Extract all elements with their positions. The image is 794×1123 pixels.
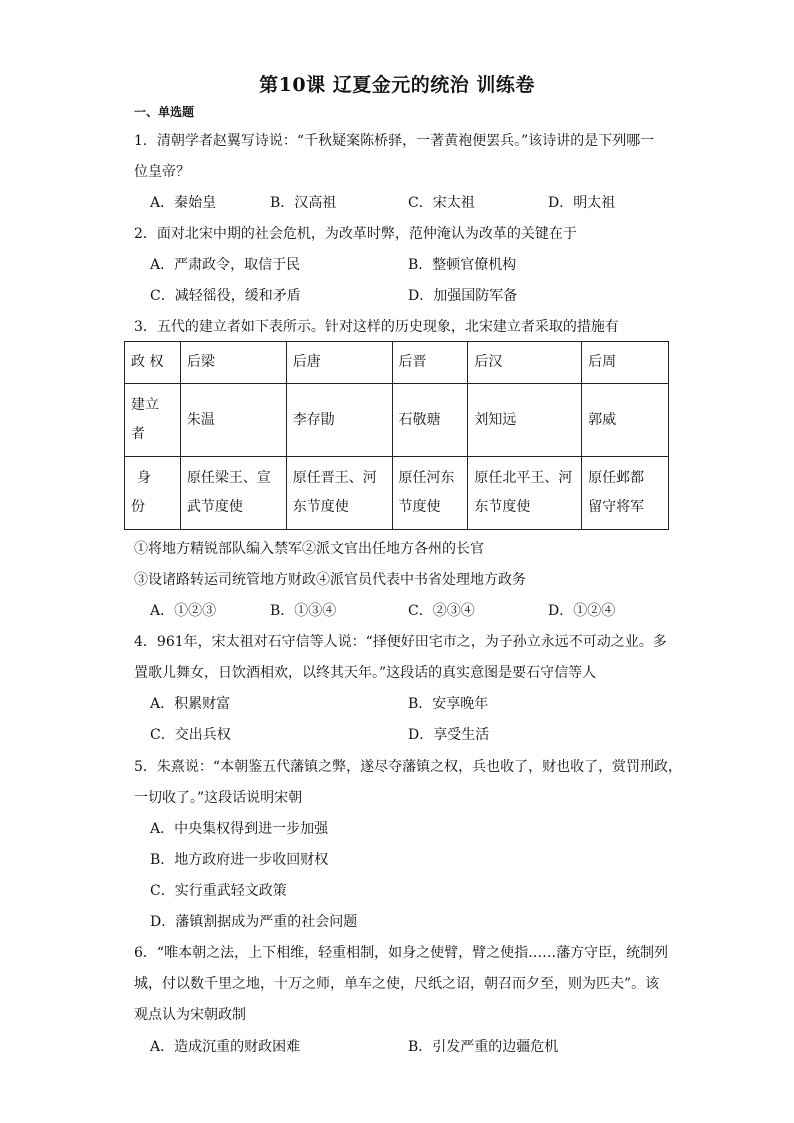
table-cell: [180, 457, 286, 530]
section-heading: 一、单选题: [134, 105, 195, 119]
cell-line: 东节度使: [292, 499, 349, 515]
cell-line: 原任北平王、河: [474, 470, 573, 486]
cell-line: 建立: [131, 397, 159, 413]
cell-line: 武节度使: [186, 499, 243, 515]
option-d: D．明太祖: [548, 195, 616, 211]
table-cell: [286, 457, 392, 530]
statement-3-4: ③设诸路转运司统管地方财政④派官员代表中书省处理地方政务: [134, 572, 526, 588]
question-1-text-cont: 位皇帝？: [134, 164, 190, 180]
option-d: D．享受生活: [408, 727, 490, 743]
option-a: A．秦始皇: [150, 195, 217, 211]
cell-line: 原任晋王、河: [292, 470, 377, 486]
table-row: [125, 342, 669, 384]
cell-line: 原任河东: [398, 470, 455, 486]
option-a: A．中央集权得到进一步加强: [150, 821, 329, 837]
option-d: D．藩镇割据成为严重的社会问题: [150, 914, 358, 930]
option-c: C．交出兵权: [150, 727, 231, 743]
option-d: D．①②④: [548, 603, 616, 619]
question-5-text: 5．朱熹说：“本朝鉴五代藩镇之弊，遂尽夺藩镇之权，兵也收了，财也收了，赏罚刑政，: [134, 759, 683, 775]
table-header-cell: [125, 384, 181, 457]
option-c: C．实行重武轻文政策: [150, 883, 287, 899]
table-row: [125, 457, 669, 530]
table-cell: 李存勖: [286, 384, 392, 457]
option-b: B．引发严重的边疆危机: [408, 1039, 559, 1055]
option-b: B．整顿官僚机构: [408, 257, 517, 273]
option-b: B．安享晚年: [408, 696, 489, 712]
table-cell: 后唐: [286, 342, 392, 384]
question-4-text: 4．961年，宋太祖对石守信等人说：“择便好田宅市之，为子孙立永远不可动之业。多: [134, 634, 667, 650]
table-row: [125, 384, 669, 457]
table-cell: [582, 457, 669, 530]
table-cell: 郭威: [582, 384, 669, 457]
question-6-text-cont: 城，付以数千里之地，十万之师，单车之使，尺纸之诏，朝召而夕至，则为匹夫”。该: [134, 976, 660, 992]
question-6-text-cont2: 观点认为宋朝政制: [134, 1007, 246, 1023]
question-6-text: 6．“唯本朝之法，上下相维，轻重相制，如身之使臂，臂之使指……藩方守臣，统制列: [134, 945, 669, 961]
option-b: B．地方政府进一步收回财权: [150, 852, 329, 868]
cell-line: 原任邺都: [588, 470, 645, 486]
cell-line: 节度使: [398, 499, 441, 515]
table-cell: [468, 457, 582, 530]
option-d: D．加强国防军备: [408, 288, 518, 304]
table-cell: 石敬瑭: [392, 384, 468, 457]
cell-line: 者: [131, 426, 145, 442]
question-2-text: 2．面对北宋中期的社会危机，为改革时弊，范仲淹认为改革的关键在于: [134, 226, 577, 242]
question-3-text: 3．五代的建立者如下表所示。针对这样的历史现象，北宋建立者采取的措施有: [134, 319, 619, 335]
table-header-cell: [125, 457, 181, 530]
question-1-text: 1．清朝学者赵翼写诗说：“千秋疑案陈桥驿，一著黄袍便罢兵。”该诗讲的是下列哪一: [134, 133, 655, 149]
cell-line: 份: [131, 499, 145, 515]
five-dynasties-table: [124, 341, 669, 530]
table-cell: [392, 457, 468, 530]
table-cell: 朱温: [180, 384, 286, 457]
option-a: A．①②③: [150, 603, 217, 619]
option-c: C．宋太祖: [408, 195, 475, 211]
table-cell: 后周: [582, 342, 669, 384]
option-a: A．造成沉重的财政困难: [150, 1039, 301, 1055]
question-5-text-cont: 一切收了。”这段话说明宋朝: [134, 790, 303, 806]
option-c: C．②③④: [408, 603, 475, 619]
option-b: B．①③④: [270, 603, 337, 619]
cell-line: 身: [137, 470, 151, 486]
table-cell: 刘知远: [468, 384, 582, 457]
option-b: B．汉高祖: [270, 195, 337, 211]
table-cell: 后晋: [392, 342, 468, 384]
cell-line: 东节度使: [474, 499, 531, 515]
option-c: C．减轻徭役，缓和矛盾: [150, 288, 301, 304]
cell-line: 原任梁王、宣: [186, 470, 271, 486]
cell-line: 留守将军: [588, 499, 645, 515]
table-cell: 后梁: [180, 342, 286, 384]
table-header-cell: 政 权: [125, 342, 181, 384]
table-cell: 后汉: [468, 342, 582, 384]
statement-1-2: ①将地方精锐部队编入禁军②派文官出任地方各州的长官: [134, 541, 484, 557]
option-a: A．积累财富: [150, 696, 231, 712]
page-title: 第10课 辽夏金元的统治 训练卷: [259, 74, 535, 96]
question-4-text-cont: 置歌儿舞女，日饮酒相欢，以终其天年。”这段话的真实意图是要石守信等人: [134, 665, 597, 681]
option-a: A．严肃政令，取信于民: [150, 257, 301, 273]
